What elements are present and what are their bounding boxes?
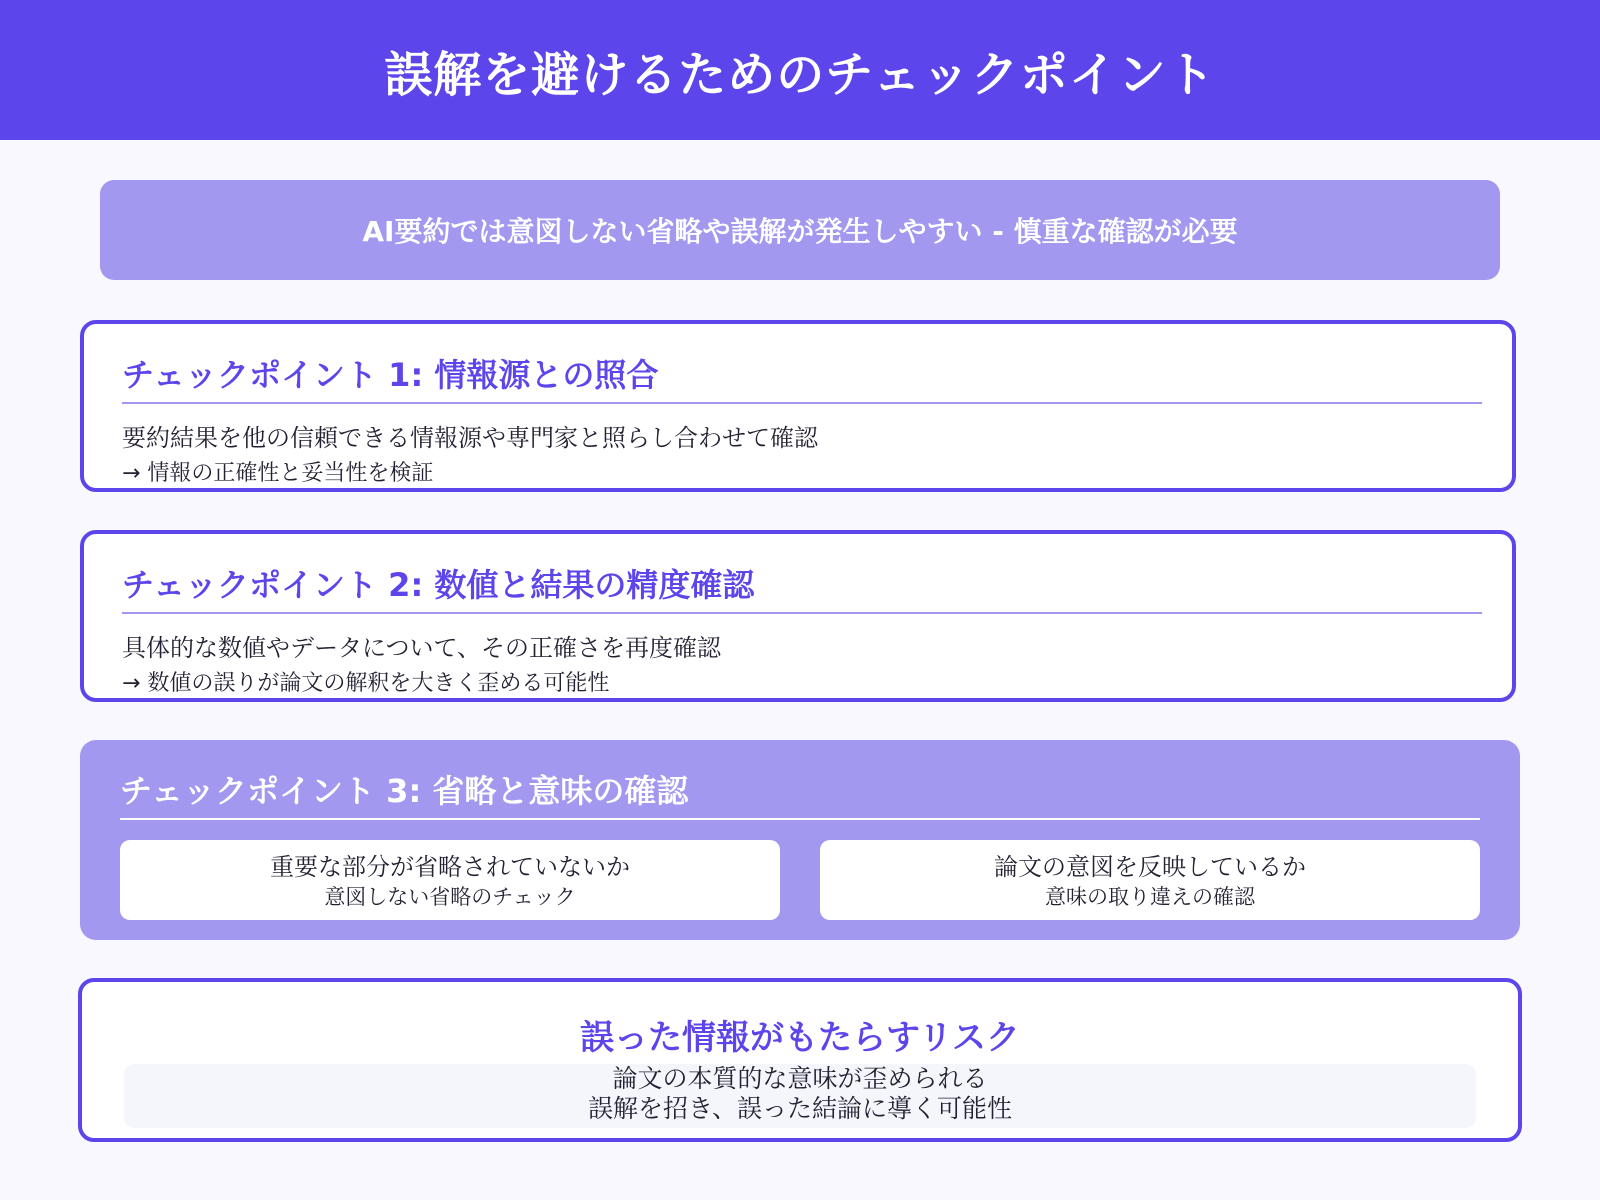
intent-check-main: 論文の意図を反映しているか [994, 853, 1306, 881]
checkpoint-card-2 [80, 530, 1516, 702]
checkpoint-3-divider [120, 818, 1480, 820]
risk-title: 誤った情報がもたらすリスク [580, 1018, 1020, 1058]
risk-card [78, 978, 1522, 1142]
checkpoint-2-note: → 数値の誤りが論文の解釈を大きく歪める可能性 [122, 671, 610, 696]
risk-description-box [124, 1064, 1476, 1128]
checkpoint-2-description: 具体的な数値やデータについて、その正確さを再度確認 [122, 634, 722, 662]
checkpoint-3-title: チェックポイント 3: 省略と意味の確認 [120, 772, 689, 810]
checkpoint-card-3 [80, 740, 1520, 940]
checkpoint-card-1 [80, 320, 1516, 492]
intent-check-sub: 意味の取り違えの確認 [1045, 885, 1255, 909]
checkpoint-2-title: チェックポイント 2: 数値と結果の精度確認 [122, 566, 755, 604]
omission-check-sub: 意図しない省略のチェック [324, 885, 576, 909]
risk-line-1: 論文の本質的な意味が歪められる [612, 1064, 988, 1093]
page-header [0, 0, 1600, 140]
intent-check-box [820, 840, 1480, 920]
checkpoint-2-divider [122, 612, 1482, 614]
checkpoint-1-description: 要約結果を他の信頼できる情報源や専門家と照らし合わせて確認 [122, 424, 818, 452]
warning-banner [100, 180, 1500, 280]
page-title: 誤解を避けるためのチェックポイント [384, 46, 1216, 103]
omission-check-box [120, 840, 780, 920]
checkpoint-1-title: チェックポイント 1: 情報源との照合 [122, 356, 659, 394]
checkpoint-1-note: → 情報の正確性と妥当性を検証 [122, 461, 434, 486]
warning-banner-text: AI要約では意図しない省略や誤解が発生しやすい - 慎重な確認が必要 [362, 215, 1238, 248]
omission-check-main: 重要な部分が省略されていないか [270, 853, 630, 881]
checkpoint-1-divider [122, 402, 1482, 404]
risk-line-2: 誤解を招き、誤った結論に導く可能性 [587, 1094, 1012, 1123]
